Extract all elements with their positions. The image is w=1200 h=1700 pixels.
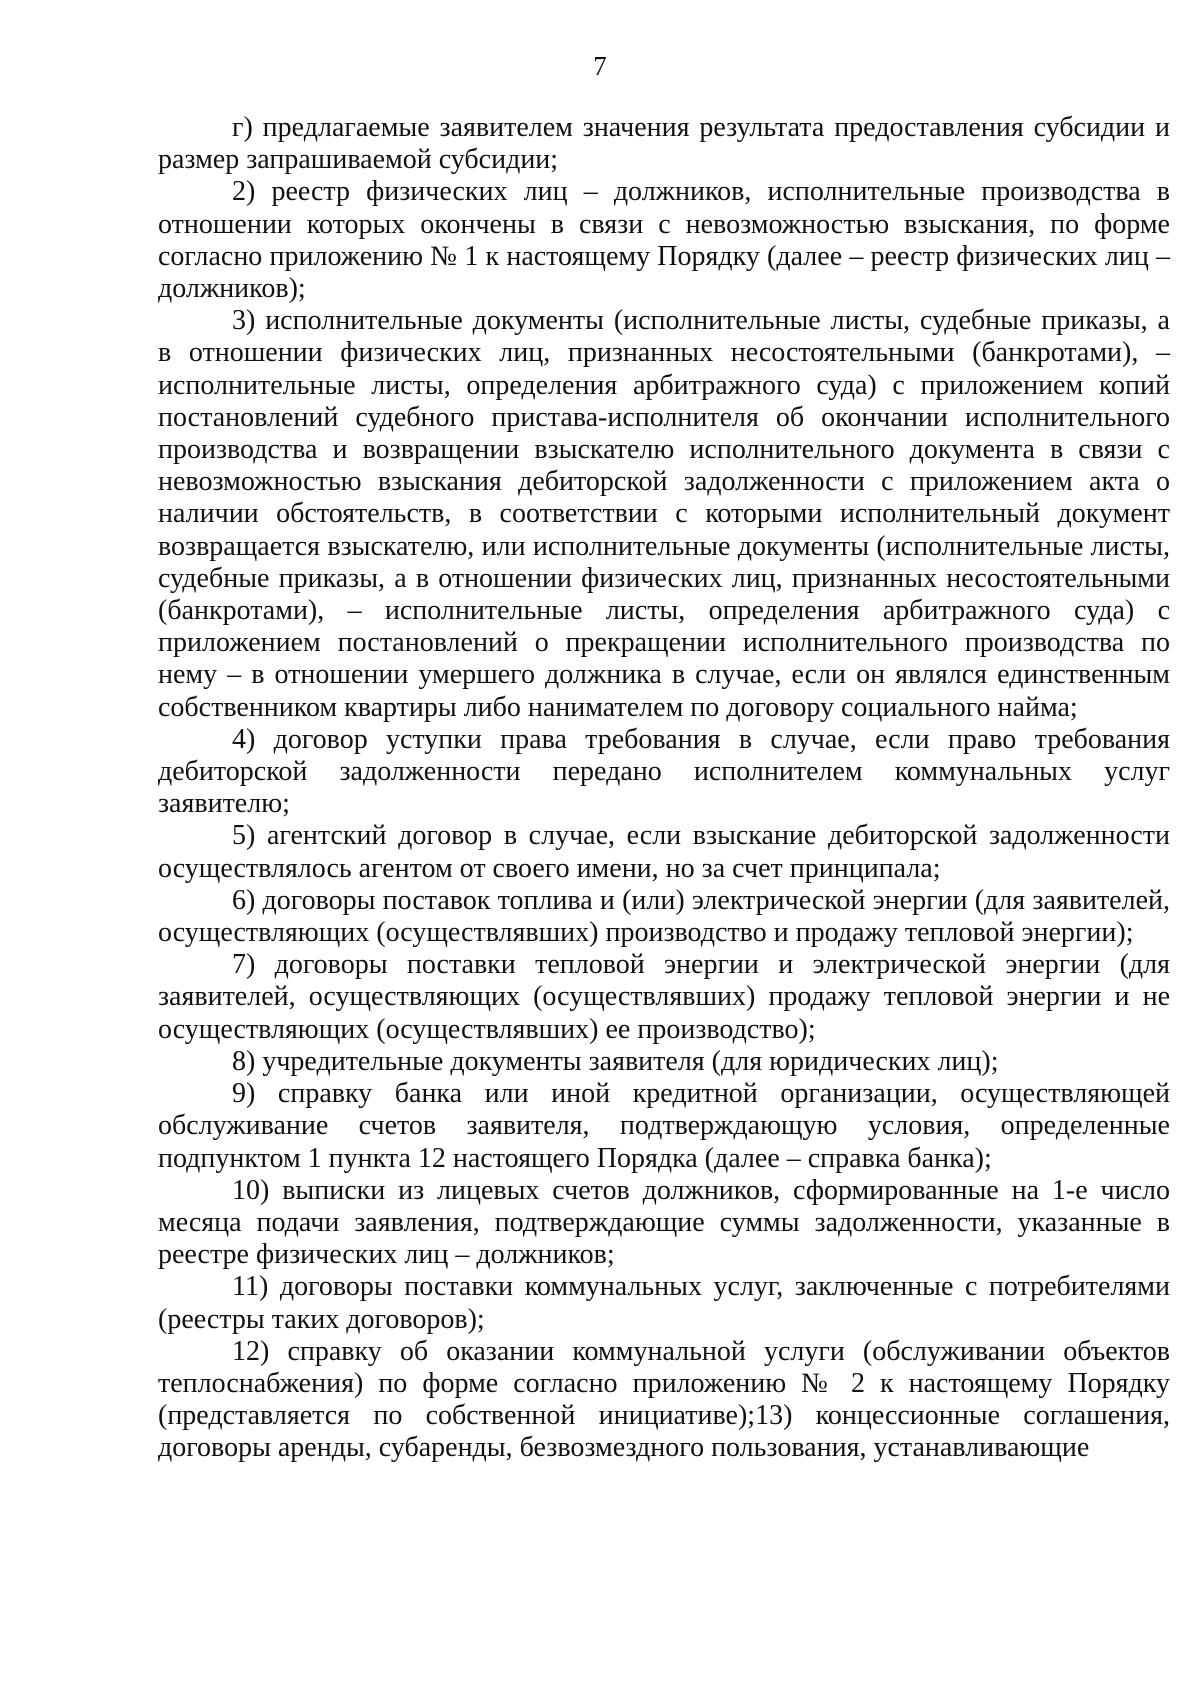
paragraph-item-8: 8) учредительные документы заявителя (для юридических лиц); [232,1045,999,1077]
paragraph-item-9: 9) справку банка или иной кредитной организации, осуществляющей обслуживание счетов заявителя, подтверждающую условия, определенные подпунктом 1 пункта 12 настоящего Порядка (далее – справка банка); [158,1078,1170,1174]
page-number: 7 [593,51,607,81]
paragraph-item-4: 4) договор уступки права требования в случае, если право требования дебиторской задолженности передано исполнителем коммунальных услуг заявителю; [158,723,1170,820]
paragraph-item-2: 2) реестр физических лиц – должников, исполнительные производства в отношении которых окончены в связи с невозможностью взыскания, по форме согласно приложению № 1 к настоящему Порядку (далее – реестр физических лиц – должников); [158,176,1170,305]
paragraph-item-5: 5) агентский договор в случае, если взыскание дебиторской задолженности осуществлялось агентом от своего имени, но за счет принципала; [158,820,1170,884]
paragraph-item-11: 11) договоры поставки коммунальных услуг, заключенные с потребителями (реестры таких договоров); [158,1271,1170,1335]
document-body [158,112,1170,1465]
paragraph-item-7: 7) договоры поставки тепловой энергии и электрической энергии (для заявителей, осуществляющих (осуществлявших) продажу тепловой энергии и не осуществляющих (осуществлявших) ее производство); [158,949,1170,1045]
paragraph-item-3: 3) исполнительные документы (исполнительные листы, судебные приказы, а в отношении физических лиц, признанных несостоятельными (банкротами), – исполнительные листы, определения арбитражного суда) с приложением копий постановлений судебного пристава-исполнителя об окончании исполнительного производства и возвращении взыскателю исполнительного документа в связи с невозможностью взыскания дебиторской задолженности с приложением акта о наличии обстоятельств, в соответствии с которыми исполнительный документ возвращается взыскателю, или исполнительные документы (исполнительные листы, судебные приказы, а в отношении физических лиц, признанных несостоятельными (банкротами), – исполнительные листы, определения арбитражного суда) с приложением постановлений о прекращении исполнительного производства по нему – в отношении умершего должника в случае, если он являлся единственным собственником квартиры либо нанимателем по договору социального найма; [158,305,1170,723]
paragraph-item-g: г) предлагаемые заявителем значения результата предоставления субсидии и размер запрашиваемой субсидии; [158,112,1170,176]
paragraph-item-10: 10) выписки из лицевых счетов должников, сформированные на 1-е число месяца подачи заявления, подтверждающие суммы задолженности, указанные в реестре физических лиц – должников; [158,1174,1170,1271]
paragraph-item-6: 6) договоры поставок топлива и (или) электрической энергии (для заявителей, осуществляющих (осуществлявших) производство и продажу тепловой энергии); [158,884,1170,949]
paragraph-item-12: 12) справку об оказании коммунальной услуги (обслуживании объектов теплоснабжения) по форме согласно приложению № 2 к настоящему Порядку (представляется по собственной инициативе);13) концессионные соглашения, договоры аренды, субаренды, безвозмездного пользования, устанавливающие [158,1335,1170,1464]
